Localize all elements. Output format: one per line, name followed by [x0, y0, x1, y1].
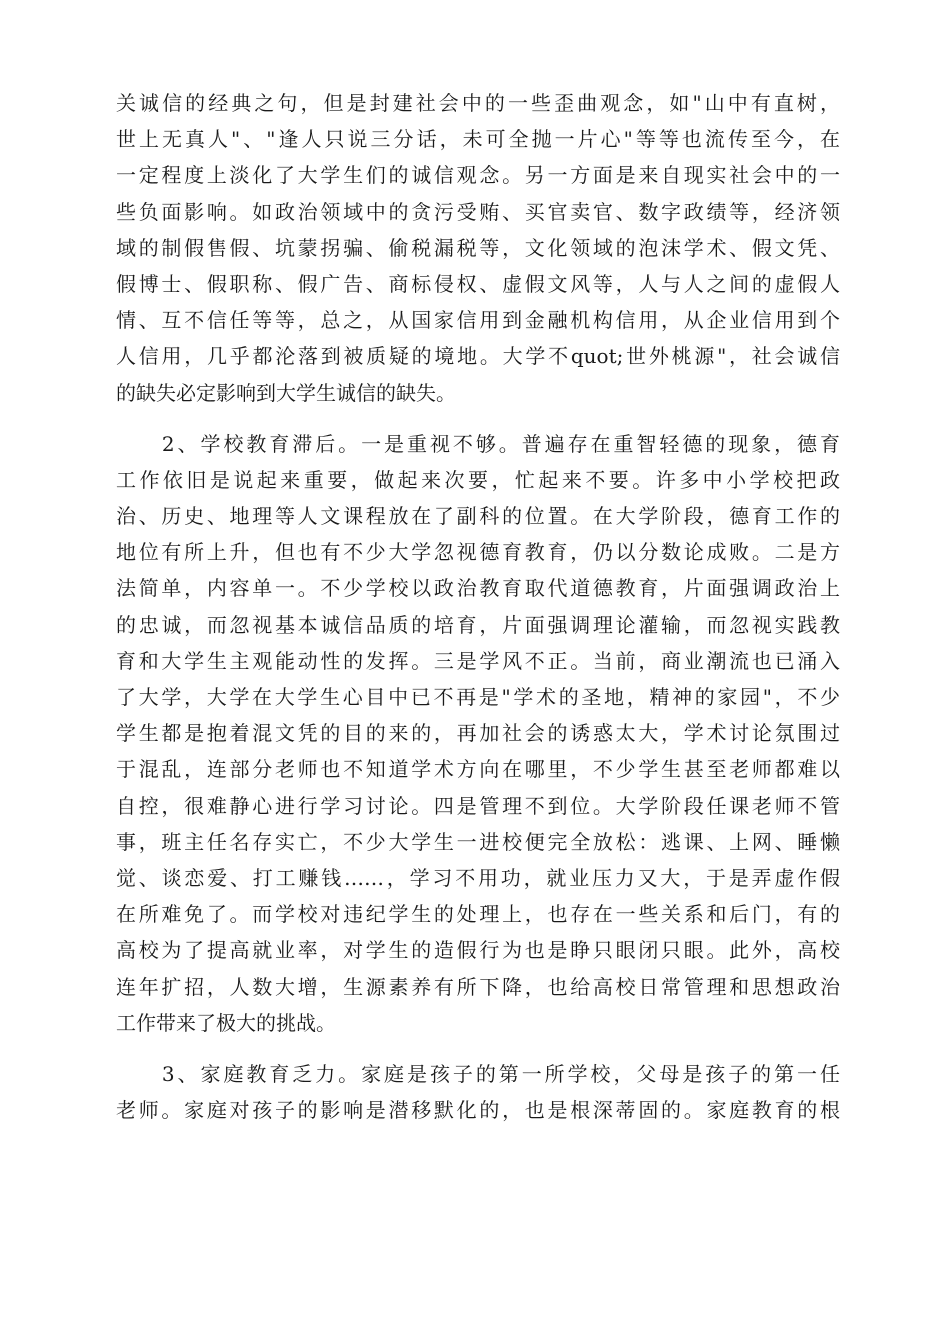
- text-line: 世上无真人"、"逢人只说三分话，未可全抛一片心"等等也流传至今，在: [116, 127, 840, 152]
- text-line: 情、互不信任等等，总之，从国家信用到金融机构信用，从企业信用到个: [116, 308, 840, 333]
- text-line: 地位有所上升，但也有不少大学忽视德育教育，仍以分数论成败。二是方: [116, 540, 840, 565]
- text-line: 的缺失必定影响到大学生诚信的缺失。: [116, 380, 456, 405]
- document-page: [116, 85, 840, 1128]
- text-line: 育和大学生主观能动性的发挥。三是学风不正。当前，商业潮流也已涌入: [116, 648, 840, 673]
- text-line: 假博士、假职称、假广告、商标侵权、虚假文风等，人与人之间的虚假人: [116, 271, 840, 296]
- text-line: 治、历史、地理等人文课程放在了副科的位置。在大学阶段，德育工作的: [116, 504, 840, 529]
- text-line: 自控，很难静心进行学习讨论。四是管理不到位。大学阶段任课老师不管: [116, 793, 840, 818]
- text-line: 关诚信的经典之句，但是封建社会中的一些歪曲观念，如"山中有直树，: [116, 91, 840, 115]
- paragraph-gap: [116, 411, 840, 426]
- text-line: 一定程度上淡化了大学生们的诚信观念。另一方面是来自现实社会中的一: [116, 163, 840, 188]
- text-line: 工作带来了极大的挑战。: [116, 1010, 336, 1035]
- text-line: 2、学校教育滞后。一是重视不够。普遍存在重智轻德的现象，德育: [116, 431, 840, 456]
- text-line: 3、家庭教育乏力。家庭是孩子的第一所学校，父母是孩子的第一任: [116, 1061, 840, 1086]
- paragraph-3: [116, 1056, 840, 1128]
- paragraph-1: [116, 85, 840, 411]
- text-line: 连年扩招，人数大增，生源素养有所下降，也给高校日常管理和思想政治: [116, 974, 840, 999]
- text-line: 些负面影响。如政治领域中的贪污受贿、买官卖官、数字政绩等，经济领: [116, 199, 840, 224]
- text-line: 学生都是抱着混文凭的目的来的，再加社会的诱惑太大，学术讨论氛围过: [116, 721, 840, 746]
- text-line: 的忠诚，而忽视基本诚信品质的培育，片面强调理论灌输，而忽视实践教: [116, 612, 840, 637]
- text-line: 工作依旧是说起来重要，做起来次要，忙起来不要。许多中小学校把政: [116, 467, 840, 492]
- text-line: 事，班主任名存实亡，不少大学生一进校便完全放松：逃课、上网、睡懒: [116, 829, 840, 854]
- text-line: 觉、谈恋爱、打工赚钱……，学习不用功，就业压力又大，于是弄虚作假: [116, 865, 840, 890]
- text-line: 了大学，大学在大学生心目中已不再是"学术的圣地，精神的家园"，不少: [116, 685, 840, 709]
- text-line: 老师。家庭对孩子的影响是潜移默化的，也是根深蒂固的。家庭教育的根: [116, 1098, 840, 1123]
- text-line: 人信用，几乎都沦落到被质疑的境地。大学不quot;世外桃源"，社会诚信: [116, 344, 840, 369]
- paragraph-gap: [116, 1041, 840, 1056]
- text-line: 法简单，内容单一。不少学校以政治教育取代道德教育，片面强调政治上: [116, 576, 840, 601]
- text-line: 高校为了提高就业率，对学生的造假行为也是睁只眼闭只眼。此外，高校: [116, 938, 840, 963]
- text-line: 域的制假售假、坑蒙拐骗、偷税漏税等，文化领域的泡沫学术、假文凭、: [116, 235, 840, 260]
- text-line: 于混乱，连部分老师也不知道学术方向在哪里，不少学生甚至老师都难以: [116, 757, 840, 782]
- text-line: 在所难免了。而学校对违纪学生的处理上，也存在一些关系和后门，有的: [116, 902, 840, 927]
- paragraph-2: [116, 426, 840, 1041]
